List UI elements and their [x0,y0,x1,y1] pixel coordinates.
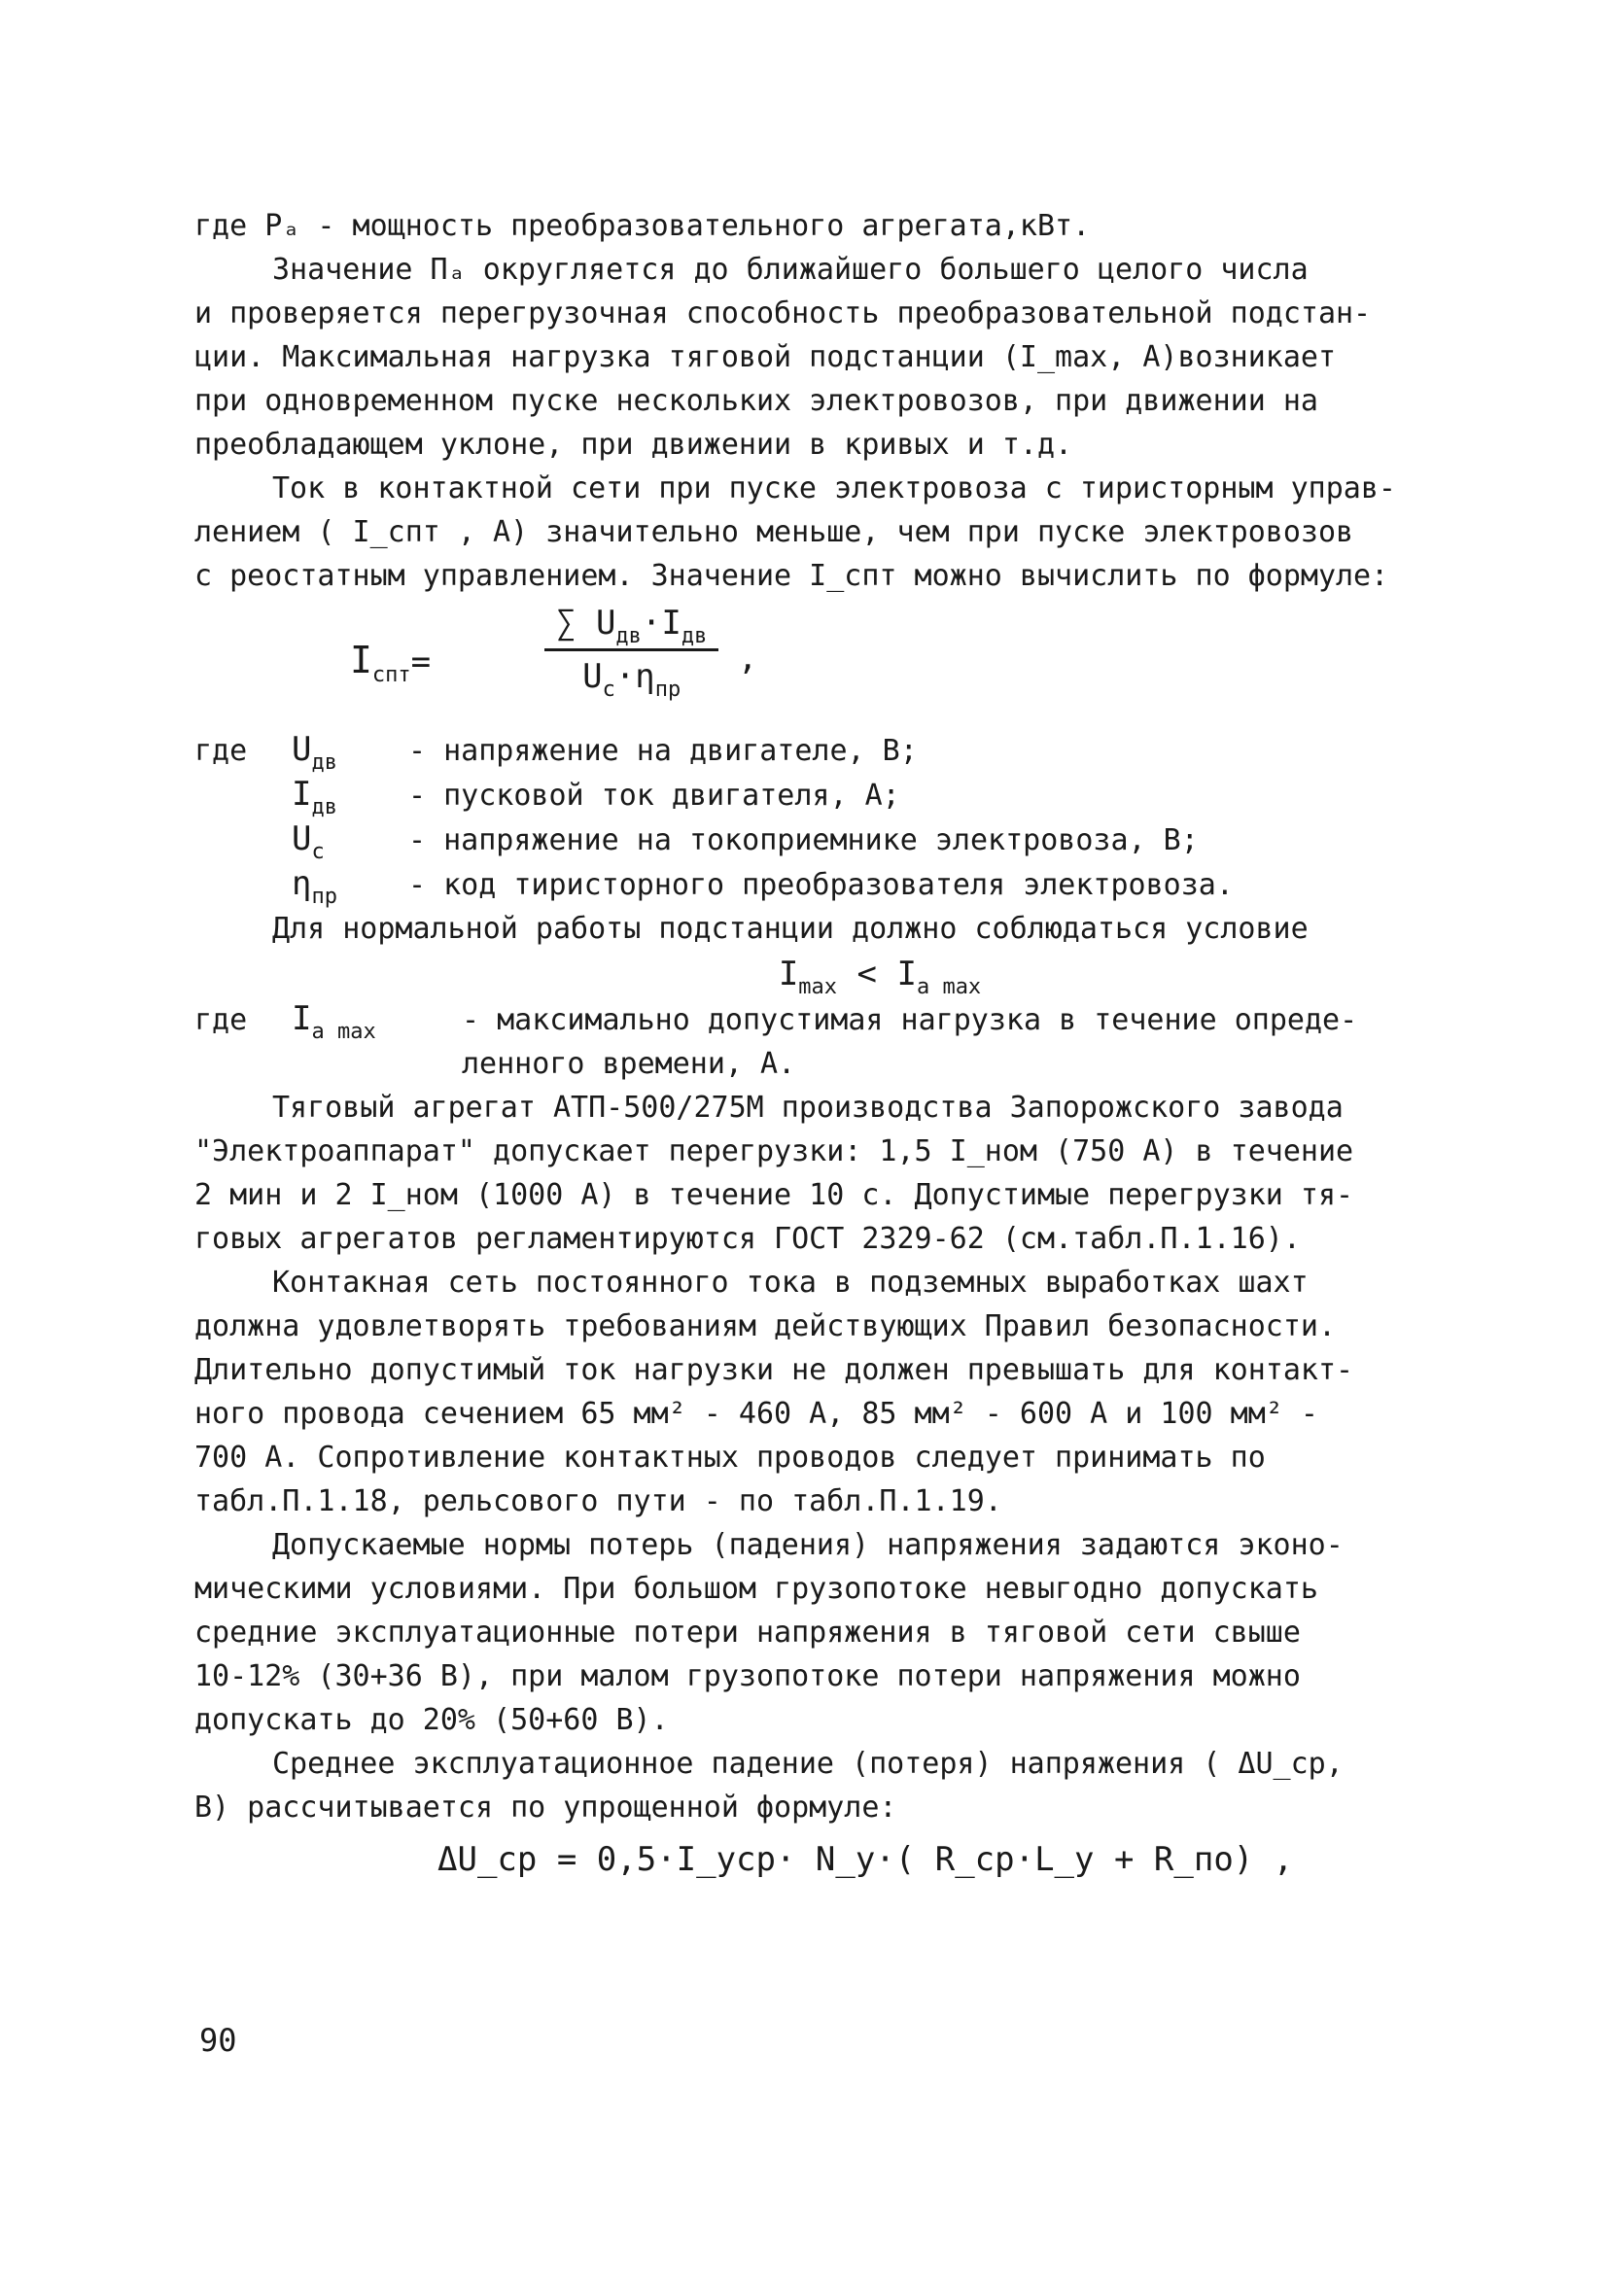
definition-text: - максимально допустимая нагрузка в течение опреде- [462,1003,1358,1037]
intro-block [194,204,1449,467]
text-line: средние эксплуатационные потери напряжения в тяговой сети свыше [194,1616,1301,1650]
definition-symbol: $\eta_{пр}$ [292,864,337,909]
text-line: ного провода сечением 65 мм² - 460 А, 85 мм² - 600 А и 100 мм² - [194,1397,1318,1431]
paragraph-average-drop [194,1742,1449,1829]
definition-row [194,728,1449,773]
formula-voltage-drop: ΔU_ср = 0,5·I_уср· N_у·( R_ср·L_у + R_по) , [437,1840,1294,1879]
definition-row [194,862,1449,907]
definition-amax [194,997,1449,1086]
definition-text: - пусковой ток двигателя, А; [408,779,900,813]
definition-text: - напряжение на двигателе, В; [408,734,918,768]
numerator: ∑ $U_{дв}\cdot I_{дв}$ [544,604,718,651]
page-number: 90 [199,2022,237,2059]
text-line: 10-12% (30+36 В), при малом грузопотоке потери напряжения можно [194,1659,1301,1693]
paragraph-norms [194,1523,1449,1742]
text-line: где Pₐ - мощность преобразовательного агрегата,кВт. [194,209,1091,243]
text-line: ции. Максимальная нагрузка тяговой подстанции (I_max, A)возникает [194,340,1336,374]
formula-lhs: $I_{спт}=$ [350,639,432,687]
condition-intro: Для нормальной работы подстанции должно соблюдаться условие [272,912,1309,946]
text-line: В) рассчитывается по упрощенной формуле: [194,1791,897,1825]
text-line: табл.П.1.18, рельсового пути - по табл.П.1.19. [194,1484,1002,1518]
text-line: Длительно допустимый ток нагрузки не должен превышать для контакт- [194,1353,1354,1387]
paragraph-current [194,467,1449,598]
text-line: Среднее эксплуатационное падение (потеря) напряжения ( ΔU_ср, [272,1747,1344,1781]
text-line: Контакная сеть постоянного тока в подземных выработках шахт [272,1266,1309,1300]
text-line: "Электроаппарат" допускает перегрузки: 1,5 I_ном (750 А) в течение [194,1134,1354,1168]
formula-comma: , [737,639,758,678]
text-line: допускать до 20% (50+60 В). [194,1703,669,1737]
text-line: мическими условиями. При большом грузопотоке невыгодно допускать [194,1572,1318,1606]
definition-symbol: $I_{дв}$ [292,775,337,819]
definition-symbol: $U_с$ [292,819,325,864]
definition-symbol: $I_{a max}$ [292,999,376,1044]
definition-lead: где [194,1003,248,1037]
text-line: Значение Пₐ округляется до ближайшего большего целого числа [272,253,1309,287]
definition-symbol: $U_{дв}$ [292,730,337,775]
definition-row [194,818,1449,862]
condition-formula: $I_{max} < I_{a max}$ [778,955,982,999]
text-line: лением ( I_спт , А) значительно меньше, чем при пуске электровозов [194,515,1354,549]
text-line: говых агрегатов регламентируются ГОСТ 2329-62 (см.табл.П.1.16). [194,1222,1301,1256]
definitions [194,728,1449,907]
text-line: преобладающем уклоне, при движении в кривых и т.д. [194,428,1073,462]
text-line: Ток в контактной сети при пуске электровоза с тиристорным управ- [272,471,1396,505]
text-line: и проверяется перегрузочная способность преобразовательной подстан- [194,296,1372,330]
definition-row [194,773,1449,818]
paragraph-contact-network [194,1261,1449,1523]
text-line: 700 А. Сопротивление контактных проводов следует принимать по [194,1441,1266,1475]
formula-start-current [194,604,1449,720]
text-line: Допускаемые нормы потерь (падения) напряжения задаются эконо- [272,1528,1344,1562]
text-line: 2 мин и 2 I_ном (1000 А) в течение 10 с. Допустимые перегрузки тя- [194,1178,1354,1212]
page-content [194,204,1449,1890]
text-line: должна удовлетворять требованиям действующих Правил безопасности. [194,1309,1336,1343]
definition-text: - напряжение на токоприемнике электровоза, В; [408,823,1199,857]
definition-text-cont: ленного времени, А. [462,1047,796,1081]
paragraph-atp [194,1086,1449,1261]
fraction [350,604,758,702]
definition-lead: где [194,734,248,768]
text-line: при одновременном пуске нескольких электровозов, при движении на [194,384,1318,418]
definition-row [194,997,1449,1042]
denominator: $U_с\cdot\eta_{пр}$ [582,657,681,702]
text-line: Тяговый агрегат АТП-500/275М производства Запорожского завода [272,1091,1344,1125]
text-line: с реостатным управлением. Значение I_спт можно вычислить по формуле: [194,559,1389,593]
definition-text: - код тиристорного преобразователя электровоза. [408,868,1234,902]
